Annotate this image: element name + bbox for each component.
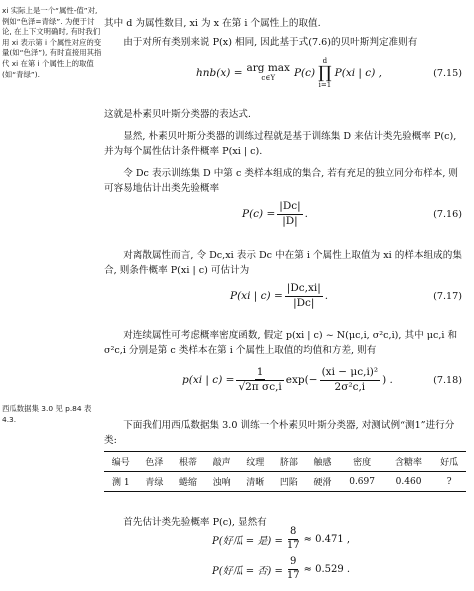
- prior-yes-lhs: P(好瓜 = 是) =: [212, 535, 283, 547]
- equation-7-17: [104, 279, 466, 313]
- table-header-cell: 好瓜: [440, 458, 459, 468]
- eq717-number: (7.17): [433, 290, 462, 302]
- paragraph-4: 显然, 朴素贝叶斯分类器的训练过程就是基于训练集 D 来估计类先验概率 P(c), 并为每个属性估计条件概率 P(xi | c).: [104, 130, 457, 157]
- prior-yes-bot: 17: [286, 539, 300, 551]
- eq715-prod-bot: i=1: [318, 80, 332, 89]
- prior-no-bot: 17: [286, 569, 300, 581]
- prior-no-lhs: P(好瓜 = 否) =: [212, 565, 283, 577]
- margin-note-dataset-ref: 西瓜数据集 3.0 见 p.84 表 4.3.: [2, 404, 92, 424]
- table-cell: ?: [446, 476, 452, 487]
- table-header-row: [104, 452, 466, 472]
- prior-no-fraction: [285, 557, 302, 581]
- eq718-lhs: p(xi | c) =: [182, 374, 235, 386]
- paragraph-5: 令 Dc 表示训练集 D 中第 c 类样本组成的集合, 若有充足的独立同分布样本, 则可容易地估计出类先验概率: [104, 167, 459, 194]
- table-cell: 浊响: [212, 478, 231, 488]
- eq715-rhs: P(xi | c) ,: [334, 67, 382, 79]
- paragraph-3: 这就是朴素贝叶斯分类器的表达式.: [104, 108, 251, 120]
- eq718-bot2: 2σ²c,i: [334, 380, 366, 393]
- eq715-prod-top: d: [322, 56, 328, 65]
- paragraph-7: 对连续属性可考虑概率密度函数, 假定 p(xi | c) ~ N(μc,i, σ²c,i), 其中 μc,i 和 σ²c,i 分别是第 c 类样本在第 i 个属性上取值的均值和方差, 则有: [104, 329, 458, 356]
- table-header-cell: 脐部: [279, 458, 298, 468]
- equation-7-16: [104, 197, 466, 231]
- equation-prior-no: [212, 557, 350, 581]
- eq718-number: (7.18): [433, 374, 462, 386]
- product-symbol-icon: ∏: [318, 62, 332, 83]
- eq716-tail: .: [304, 208, 308, 220]
- prior-yes-fraction: [285, 527, 302, 551]
- table-header-cell: 密度: [353, 458, 372, 468]
- equation-7-18: [104, 359, 466, 401]
- eq715-argmax-sub: c∈Y: [261, 73, 276, 82]
- eq718-exp: exp(−: [285, 374, 318, 386]
- eq716-lhs: P(c) =: [242, 208, 276, 220]
- paragraph-1: 其中 d 为属性数目, xi 为 x 在第 i 个属性上的取值.: [104, 17, 321, 29]
- eq715-product: [318, 58, 332, 89]
- table-header-cell: 含糖率: [395, 458, 423, 468]
- paragraph-8: 下面我们用西瓜数据集 3.0 训练一个朴素贝叶斯分类器, 对测试例“测1”进行分类:: [104, 419, 455, 446]
- table-header-cell: 编号: [111, 458, 130, 468]
- eq718-bot: √2π σc,i: [238, 381, 282, 393]
- table-header-cell: 纹理: [246, 458, 265, 468]
- eq718-fraction-1: [236, 367, 283, 393]
- eq716-number: (7.16): [433, 208, 462, 220]
- table-header-cell: 根蒂: [179, 458, 198, 468]
- table-row: [104, 472, 466, 492]
- eq715-prior: P(c): [293, 67, 316, 79]
- prior-yes-top: 8: [288, 527, 298, 540]
- eq718-top2: (xi − μc,i)²: [320, 367, 381, 380]
- eq716-top: |Dc|: [277, 201, 302, 214]
- table-cell: 凹陷: [279, 478, 298, 488]
- paragraph-9: 首先估计类先验概率 P(c), 显然有: [123, 516, 267, 528]
- equation-7-15: [104, 56, 466, 90]
- prior-no-top: 9: [288, 557, 298, 570]
- table-cell: 0.697: [349, 476, 375, 487]
- eq717-bot: |Dc|: [293, 296, 315, 309]
- margin-note-attribute-value: xi 实际上是一个“属性-值”对, 例如“色泽=青绿”. 为便于讨论, 在上下文明确时, 有时我们用 xi 表示第 i 个属性对应的变量(如“色泽”), 有时直接用其指代 xi 在第 i 个属性上的取值(如“青绿”).: [2, 6, 102, 79]
- table-cell: 测 1: [112, 478, 130, 488]
- eq718-top: 1: [255, 367, 266, 380]
- eq718-fraction-2: [320, 367, 381, 392]
- eq715-number: (7.15): [433, 67, 462, 79]
- table-header-cell: 触感: [313, 458, 332, 468]
- eq717-tail: .: [324, 290, 329, 302]
- prior-yes-tail: ≈ 0.471 ,: [303, 533, 351, 545]
- test-sample-table: [104, 451, 466, 492]
- eq715-lhs: hnb(x) =: [196, 67, 243, 79]
- eq715-argmax: [247, 63, 290, 82]
- eq716-bot: |D|: [282, 214, 298, 227]
- eq716-fraction: [277, 201, 302, 226]
- prior-no-tail: ≈ 0.529 .: [303, 563, 351, 575]
- eq718-tail: ) .: [382, 374, 393, 386]
- table-cell: 清晰: [246, 478, 265, 488]
- table-cell: 硬滑: [313, 478, 332, 488]
- table-cell: 蜷缩: [179, 478, 198, 488]
- eq715-argmax-op: arg max: [246, 62, 290, 75]
- paragraph-2: 由于对所有类别来说 P(x) 相同, 因此基于式(7.6)的贝叶斯判定准则有: [123, 36, 418, 48]
- paragraph-6: 对离散属性而言, 令 Dc,xi 表示 Dc 中在第 i 个属性上取值为 xi 的样本组成的集合, 则条件概率 P(xi | c) 可估计为: [104, 249, 462, 276]
- table-cell: 0.460: [395, 476, 422, 487]
- eq717-lhs: P(xi | c) =: [230, 290, 283, 302]
- table-header-cell: 色泽: [145, 458, 164, 468]
- table-cell: 青绿: [145, 478, 164, 488]
- eq717-top: |Dc,xi|: [285, 283, 323, 296]
- equation-prior-yes: [212, 527, 350, 551]
- eq717-fraction: [285, 283, 323, 308]
- table-header-cell: 敲声: [212, 458, 231, 468]
